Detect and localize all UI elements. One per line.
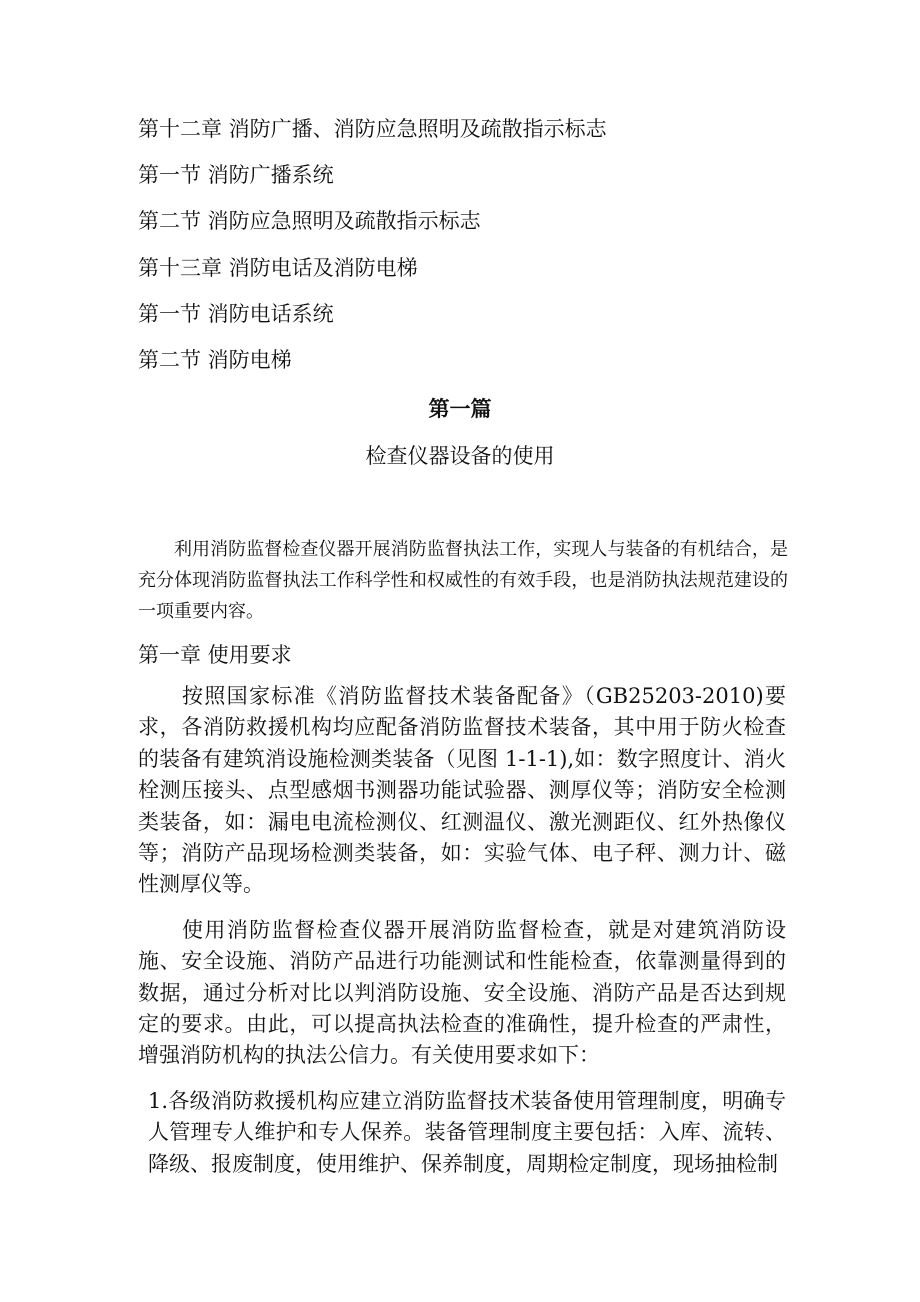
chapter-body	[138, 681, 786, 1180]
intro-text: 利用消防监督检查仪器开展消防监督执法工作，实现人与装备的有机结合，是充分体现消防监督执法工作科学性和权威性的有效手段，也是消防执法规范建设的一项重要内容。	[138, 539, 788, 622]
toc-section-2: 第二节 消防应急照明及疏散指示标志	[138, 209, 481, 233]
list-item-1: 1.各级消防救援机构应建立消防监督技术装备使用管理制度，明确专人管理专人维护和专人保养。装备管理制度主要包括：入库、流转、降级、报废制度，使用维护、保养制度，周期检定制度，现场抽检制	[148, 1088, 786, 1176]
toc-section-1: 第一节 消防广播系统	[138, 163, 334, 187]
toc-chapter-12: 第十二章 消防广播、消防应急照明及疏散指示标志	[138, 117, 607, 141]
toc-chapter-13: 第十三章 消防电话及消防电梯	[138, 256, 418, 280]
paragraph-2: 使用消防监督检查仪器开展消防监督检查，就是对建筑消防设施、安全设施、消防产品进行功能测试和性能检查，依靠测量得到的数据，通过分析对比以判消防设施、安全设施、消防产品是否达到规定的要求。由此，可以提高执法检查的准确性，提升检查的严肃性，增强消防机构的执法公信力。有关使用要求如下：	[138, 917, 786, 1068]
paragraph-1: 按照国家标准《消防监督技术装备配备》（GB25203-2010)要求，各消防救援机构均应配备消防监督技术装备，其中用于防火检查的装备有建筑消设施检测类装备（见图 1-1-1),如：数字照度计、消火栓测压接头、点型感烟书测器功能试验器、测厚仪等；消防安全检测类装备，如：漏电电流检测仪、红测温仪、激光测距仪、红外热像仪等；消防产品现场检测类装备，如：实验气体、电子秤、测力计、磁性测厚仪等。	[138, 684, 786, 897]
part-title: 第一篇	[428, 396, 492, 421]
intro-paragraph	[138, 534, 788, 627]
chapter-heading: 第一章 使用要求	[138, 643, 292, 667]
toc-section-1b: 第一节 消防电话系统	[138, 302, 334, 326]
part-subtitle: 检查仪器设备的使用	[365, 444, 555, 468]
toc-section-2b: 第二节 消防电梯	[138, 348, 292, 372]
